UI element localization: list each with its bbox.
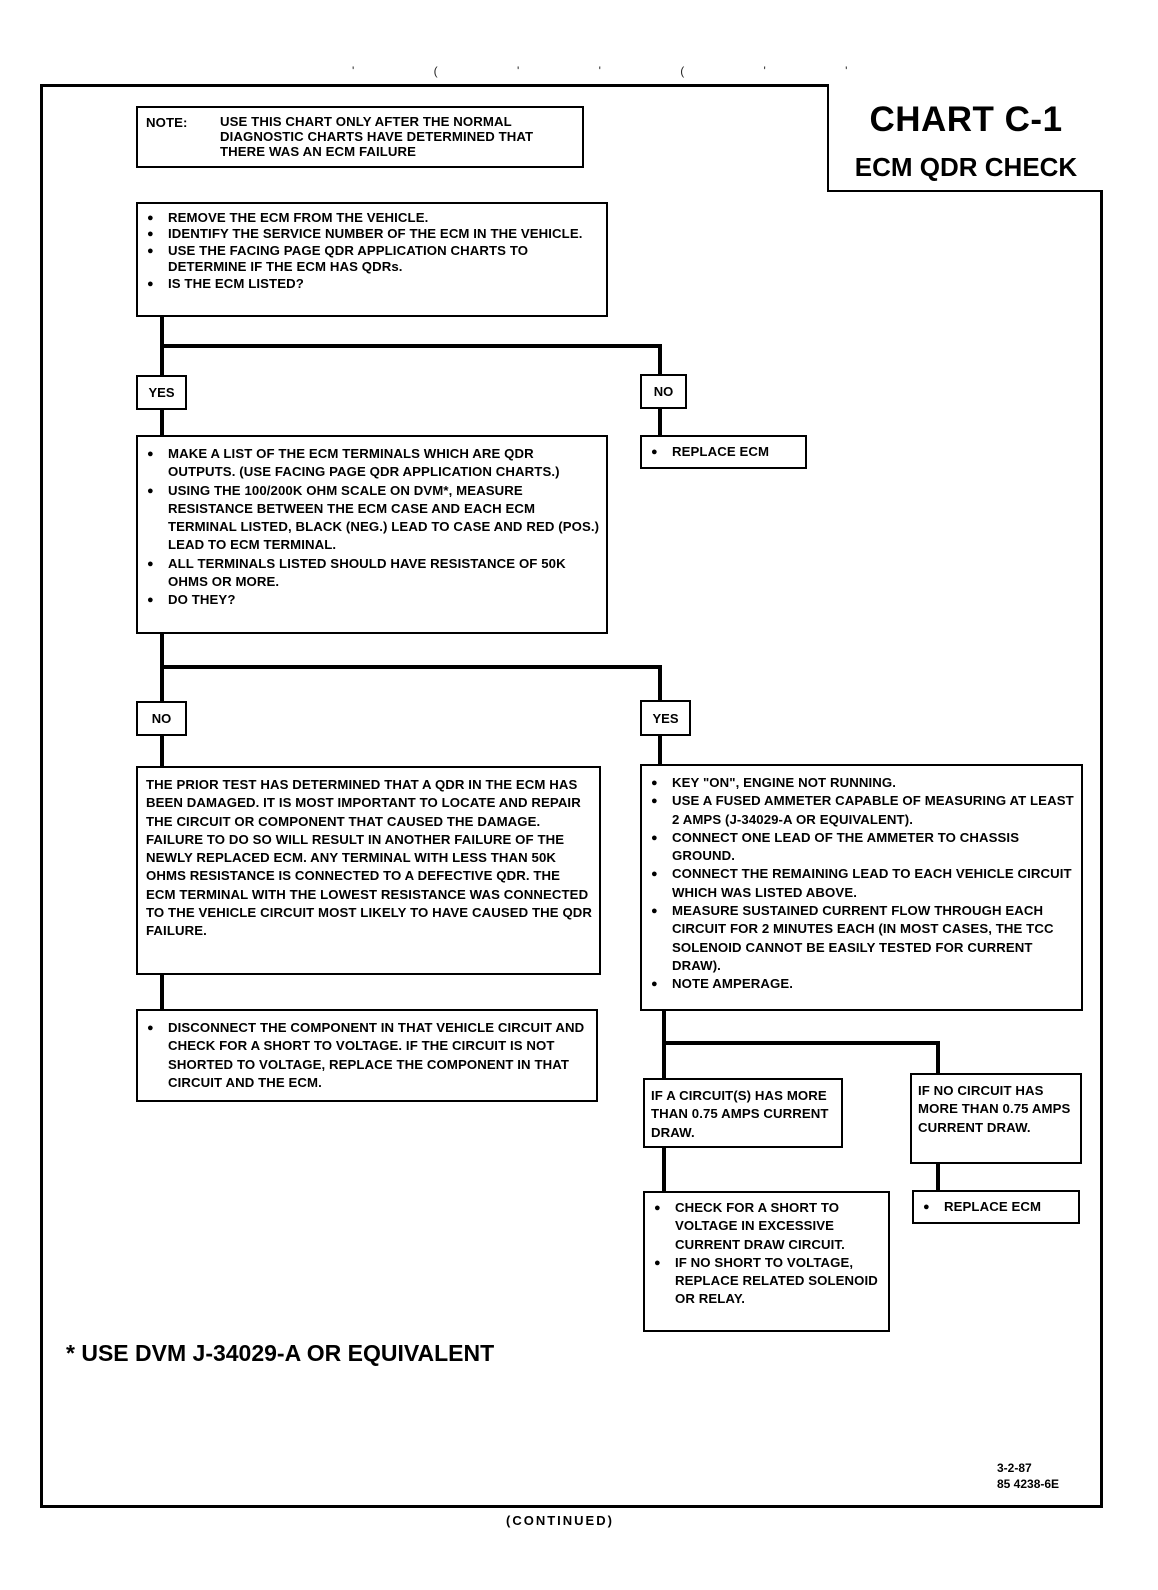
if-no-box [910, 1073, 1082, 1164]
doc-date: 3-2-87 [997, 1461, 1032, 1475]
chart-title: CHART C-1 [869, 100, 1063, 139]
step2-box [136, 435, 608, 634]
doc-code [997, 1460, 1059, 1492]
note-label: NOTE: [146, 115, 188, 130]
step1-item: ● IDENTIFY THE SERVICE NUMBER OF THE ECM IN THE VEHICLE. [142, 226, 600, 242]
connector [936, 1164, 940, 1192]
step2-item: ● DO THEY? [142, 591, 600, 609]
if-more-text: IF A CIRCUIT(S) HAS MORE THAN 0.75 AMPS CURRENT DRAW. [651, 1088, 829, 1140]
if-no-text: IF NO CIRCUIT HAS MORE THAN 0.75 AMPS CURRENT DRAW. [918, 1083, 1071, 1135]
connector [160, 317, 164, 347]
connector [662, 1041, 940, 1045]
connector [160, 665, 662, 669]
replace-ecm-box-2 [912, 1190, 1080, 1224]
connector [662, 1011, 666, 1079]
step2-item: ● USING THE 100/200K OHM SCALE ON DVM*, MEASURE RESISTANCE BETWEEN THE ECM CASE AND EACH ECM TERMINAL LISTED, BLACK (NEG.) LEAD TO CASE AND RED (POS.) LEAD TO ECM TERMINAL. [142, 482, 600, 555]
continued-text: (CONTINUED) [506, 1513, 614, 1528]
connector [658, 665, 662, 703]
page-frame-right [1100, 192, 1103, 1508]
key-on-item: ● CONNECT THE REMAINING LEAD TO EACH VEHICLE CIRCUIT WHICH WAS LISTED ABOVE. [646, 865, 1075, 902]
connector [936, 1041, 940, 1073]
disconnect-box [136, 1009, 598, 1102]
connector [160, 344, 164, 376]
connector [160, 975, 164, 1011]
connector [160, 665, 164, 703]
connector [662, 1148, 666, 1193]
connector [160, 735, 164, 767]
prior-test-text: THE PRIOR TEST HAS DETERMINED THAT A QDR IN THE ECM HAS BEEN DAMAGED. IT IS MOST IMPORTANT TO LOCATE AND REPAIR THE CIRCUIT OR COMPONENT THAT CAUSED THE DAMAGE. FAILURE TO DO SO WILL RESULT IN ANOTHER FAILURE OF THE NEWLY REPLACED ECM. ANY TERMINAL WITH LESS THAN 50K OHMS RESISTANCE IS CONNECTED TO A DEFECTIVE QDR. THE ECM TERMINAL WITH THE LOWEST RESISTANCE WAS CONNECTED TO THE VEHICLE CIRCUIT MOST LIKELY TO HAVE CAUSED THE QDR FAILURE. [146, 777, 593, 939]
doc-number: 85 4238-6E [997, 1477, 1060, 1491]
key-on-item: ● MEASURE SUSTAINED CURRENT FLOW THROUGH EACH CIRCUIT FOR 2 MINUTES EACH (IN MOST CASES, THE TCC SOLENOID CANNOT BE EASILY TESTED FOR CURRENT DRAW). [646, 902, 1075, 975]
disconnect-text: ● DISCONNECT THE COMPONENT IN THAT VEHICLE CIRCUIT AND CHECK FOR A SHORT TO VOLTAGE. IF THE CIRCUIT IS NOT SHORTED TO VOLTAGE, REPLACE THE COMPONENT IN THAT CIRCUIT AND THE ECM. [142, 1019, 590, 1092]
step2-yes-label: YES [640, 700, 691, 736]
step1-item: ● REMOVE THE ECM FROM THE VEHICLE. [142, 210, 600, 226]
replace-ecm-text-2: ● REPLACE ECM [918, 1198, 1074, 1216]
scan-marks: ' ( ' ' ( ' ' [352, 64, 886, 78]
step1-yes-label: YES [136, 375, 187, 410]
key-on-item: ● CONNECT ONE LEAD OF THE AMMETER TO CHASSIS GROUND. [646, 829, 1075, 866]
check-short-item: ● CHECK FOR A SHORT TO VOLTAGE IN EXCESSIVE CURRENT DRAW CIRCUIT. [649, 1199, 884, 1254]
note-text: USE THIS CHART ONLY AFTER THE NORMAL DIAGNOSTIC CHARTS HAVE DETERMINED THAT THERE WAS AN ECM FAILURE [220, 114, 534, 159]
step2-item: ● ALL TERMINALS LISTED SHOULD HAVE RESISTANCE OF 50K OHMS OR MORE. [142, 555, 600, 592]
connector [658, 407, 662, 437]
connector [658, 735, 662, 765]
step2-no-label: NO [136, 701, 187, 736]
connector [658, 344, 662, 376]
step1-no-label: NO [640, 374, 687, 409]
prior-test-box [136, 766, 601, 975]
chart-title-box [827, 84, 1103, 192]
check-short-item: ● IF NO SHORT TO VOLTAGE, REPLACE RELATED SOLENOID OR RELAY. [649, 1254, 884, 1309]
replace-ecm-text: ● REPLACE ECM [646, 443, 801, 461]
replace-ecm-box [640, 435, 807, 469]
connector [160, 408, 164, 436]
footnote: * USE DVM J-34029-A OR EQUIVALENT [66, 1340, 495, 1366]
if-more-box [643, 1078, 843, 1148]
step1-item: ● IS THE ECM LISTED? [142, 276, 600, 292]
connector [160, 344, 662, 348]
step1-item: ● USE THE FACING PAGE QDR APPLICATION CHARTS TO DETERMINE IF THE ECM HAS QDRs. [142, 243, 600, 276]
note-box [136, 106, 584, 168]
key-on-item: ● USE A FUSED AMMETER CAPABLE OF MEASURING AT LEAST 2 AMPS (J-34029-A OR EQUIVALENT). [646, 792, 1075, 829]
step2-item: ● MAKE A LIST OF THE ECM TERMINALS WHICH ARE QDR OUTPUTS. (USE FACING PAGE QDR APPLICATION CHARTS.) [142, 445, 600, 482]
chart-subtitle: ECM QDR CHECK [854, 152, 1078, 182]
key-on-item: ● KEY "ON", ENGINE NOT RUNNING. [646, 774, 1075, 792]
step1-box [136, 202, 608, 317]
check-short-box [643, 1191, 890, 1332]
key-on-item: ● NOTE AMPERAGE. [646, 975, 1075, 993]
key-on-box [640, 764, 1083, 1011]
